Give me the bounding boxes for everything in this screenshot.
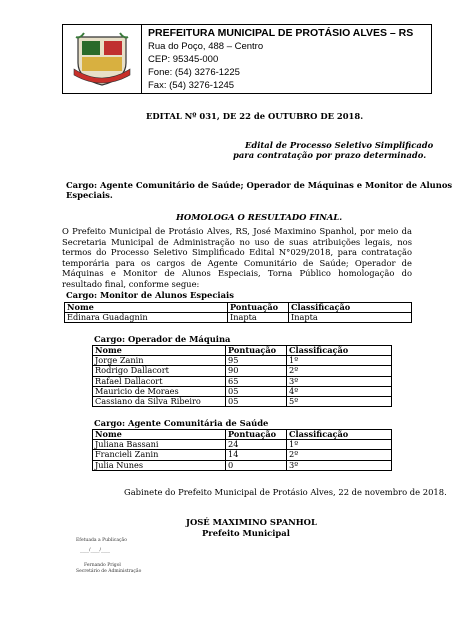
homologa-heading: HOMOLOGA O RESULTADO FINAL. (176, 212, 343, 222)
cep: CEP: 95345-000 (148, 54, 219, 65)
table-cell: Mauricio de Moraes (93, 386, 226, 396)
table-row (93, 386, 392, 396)
table-header-row (65, 303, 412, 313)
monitor-heading: Cargo: Monitor de Alunos Especiais (66, 290, 234, 300)
column-header: Nome (65, 303, 228, 313)
table-cell: 0 (226, 460, 287, 470)
column-header: Pontuação (226, 346, 287, 356)
column-header: Classificação (289, 303, 412, 313)
table-cell: 05 (226, 397, 287, 407)
phone: Fone: (54) 3276-1225 (148, 67, 240, 78)
table-cell: 2º (287, 366, 392, 376)
cargo-line-1: Cargo: Agente Comunitário de Saúde; Operador de Máquinas e Monitor de Alunos (66, 180, 453, 190)
monitor-table (64, 302, 412, 323)
table-cell: Julia Nunes (93, 460, 226, 470)
table-cell: 1º (287, 356, 392, 366)
subtitle-line-2: para contratação por prazo determinado. (233, 150, 427, 160)
agente-table (92, 429, 392, 471)
table-cell: Cassiano da Silva Ribeiro (93, 397, 226, 407)
operador-table (92, 345, 392, 407)
table-cell: Francieli Zanin (93, 450, 226, 460)
table-header-row (93, 430, 392, 440)
table-cell: 5º (287, 397, 392, 407)
table-row (93, 460, 392, 470)
secretary-name: Fernando Prigol (84, 563, 121, 568)
agente-heading: Cargo: Agente Comunitária de Saúde (94, 418, 269, 428)
table-cell: 2º (287, 450, 392, 460)
prefeitura-title: PREFEITURA MUNICIPAL DE PROTÁSIO ALVES – RS (148, 27, 414, 39)
logo-cell (63, 25, 142, 93)
address: Rua do Poço, 488 – Centro (148, 41, 264, 52)
table-row (93, 366, 392, 376)
table-row (93, 450, 392, 460)
table-cell: 90 (226, 366, 287, 376)
table-cell: Juliana Bassani (93, 440, 226, 450)
column-header: Pontuação (226, 430, 287, 440)
table-cell: Jorge Zanin (93, 356, 226, 366)
table-cell: 95 (226, 356, 287, 366)
signer-name: JOSÉ MAXIMINO SPANHOL (186, 517, 317, 527)
table-cell: 1º (287, 440, 392, 450)
table-row (93, 356, 392, 366)
table-cell: Inapta (289, 313, 412, 323)
edital-title: EDITAL Nº 031, DE 22 de OUTUBRO DE 2018. (146, 111, 364, 121)
table-cell: 24 (226, 440, 287, 450)
table-header-row (93, 346, 392, 356)
table-row (93, 440, 392, 450)
table-row (93, 376, 392, 386)
subtitle-line-1: Edital de Processo Seletivo Simplificado (245, 140, 434, 150)
closing-line: Gabinete do Prefeito Municipal de Protásio Alves, 22 de novembro de 2018. (124, 487, 447, 497)
table-cell: 4º (287, 386, 392, 396)
table-row (65, 313, 412, 323)
operador-heading: Cargo: Operador de Máquina (94, 334, 231, 344)
publication-date-blank: ____/____/____ (80, 548, 111, 553)
cargo-line-2: Especiais. (66, 190, 113, 200)
column-header: Classificação (287, 346, 392, 356)
table-cell: Rodrigo Dallacort (93, 366, 226, 376)
municipal-coat-of-arms-icon (70, 29, 134, 89)
publication-note: Efetuada a Publicação (76, 538, 127, 543)
table-cell: 3º (287, 376, 392, 386)
table-cell: 14 (226, 450, 287, 460)
fax: Fax: (54) 3276-1245 (148, 80, 235, 91)
table-cell: Edinara Guadagnin (65, 313, 228, 323)
secretary-role: Secretário de Administração (76, 569, 142, 574)
table-cell: 65 (226, 376, 287, 386)
letterhead-text (142, 25, 413, 93)
table-row (93, 397, 392, 407)
body-paragraph: O Prefeito Municipal de Protásio Alves, RS, José Maximino Spanhol, por meio da Secretaria Municipal de Administração no uso de suas atribuições legais, nos termos do Processo Seletivo Simplificado Edital N°029/2018, para contratação temporária para os cargos de Agente Comunitário de Saúde; Operador de Máquinas e Monitor de Alunos Especiais, Torna Público homologação do resultado final, conforme segue: (62, 226, 412, 289)
table-cell: 05 (226, 386, 287, 396)
letterhead (62, 24, 432, 94)
table-cell: Inapta (228, 313, 289, 323)
column-header: Nome (93, 346, 226, 356)
table-cell: 3º (287, 460, 392, 470)
table-cell: Rafael Dallacort (93, 376, 226, 386)
column-header: Nome (93, 430, 226, 440)
signer-role: Prefeito Municipal (202, 528, 290, 538)
column-header: Classificação (287, 430, 392, 440)
column-header: Pontuação (228, 303, 289, 313)
